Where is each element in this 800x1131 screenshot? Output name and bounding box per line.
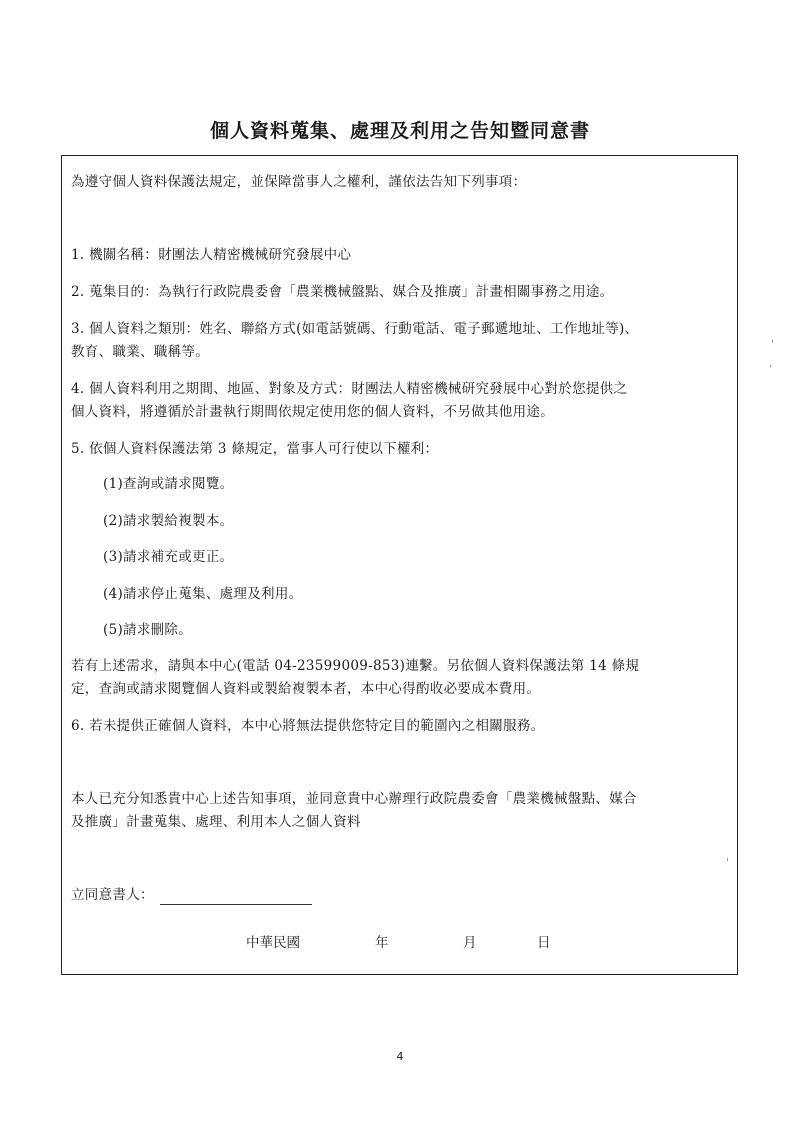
- scan-speck: [772, 340, 773, 343]
- item-purpose: 2. 蒐集目的：為執行行政院農委會「農業機械盤點、媒合及推廣」計畫相關事務之用途。: [71, 284, 614, 300]
- signer-row: [71, 885, 312, 905]
- document-title: 個人資料蒐集、處理及利用之告知暨同意書: [209, 120, 590, 142]
- right-item: (2)請求製給複製本。: [103, 513, 234, 529]
- right-item: (3)請求補充或更正。: [103, 549, 234, 565]
- scan-speck: [727, 858, 728, 861]
- scan-speck: [770, 365, 771, 367]
- right-item: (5)請求刪除。: [103, 622, 193, 638]
- page-number: 4: [396, 1050, 404, 1063]
- item-consequence: 6. 若未提供正確個人資料，本中心將無法提供您特定目的範圍內之相關服務。: [71, 718, 545, 734]
- contact-line2: 定，查詢或請求閱覽個人資料或製給複製本者，本中心得酌收必要成本費用。: [71, 681, 541, 697]
- consent-line2: 及推廣」計畫蒐集、處理、利用本人之個人資料: [71, 814, 361, 830]
- date-year-label: 年: [375, 935, 389, 951]
- contact-line1: 若有上述需求，請與本中心(電話 04-23599009-853)連繫。另依個人資料保護法第 14 條規: [71, 658, 640, 674]
- date-month-label: 月: [463, 935, 477, 951]
- item-usage-line2: 個人資料，將遵循於計畫執行期間依規定使用您的個人資料，不另做其他用途。: [71, 404, 554, 420]
- item-rights-intro: 5. 依個人資料保護法第 3 條規定，當事人可行使以下權利：: [71, 441, 439, 457]
- signer-label: 立同意書人：: [71, 887, 154, 903]
- consent-line1: 本人已充分知悉貴中心上述告知事項，並同意貴中心辦理行政院農委會「農業機械盤點、媒合: [71, 791, 637, 807]
- right-item: (1)查詢或請求閱覽。: [103, 476, 234, 492]
- date-day-label: 日: [537, 935, 551, 951]
- item-usage-line1: 4. 個人資料利用之期間、地區、對象及方式：財團法人精密機械研究發展中心對於您提供之: [71, 381, 628, 397]
- right-item: (4)請求停止蒐集、處理及利用。: [103, 586, 303, 602]
- item-data-category-line1: 3. 個人資料之類別：姓名、聯絡方式(如電話號碼、行動電話、電子郵遞地址、工作地址等)、: [71, 321, 639, 337]
- intro-text: 為遵守個人資料保護法規定，並保障當事人之權利，謹依法告知下列事項：: [71, 174, 527, 190]
- date-era: 中華民國: [246, 935, 300, 951]
- item-data-category-line2: 教育、職業、職稱等。: [71, 344, 209, 360]
- signature-field[interactable]: [160, 890, 312, 905]
- item-organization: 1. 機關名稱：財團法人精密機械研究發展中心: [71, 247, 352, 263]
